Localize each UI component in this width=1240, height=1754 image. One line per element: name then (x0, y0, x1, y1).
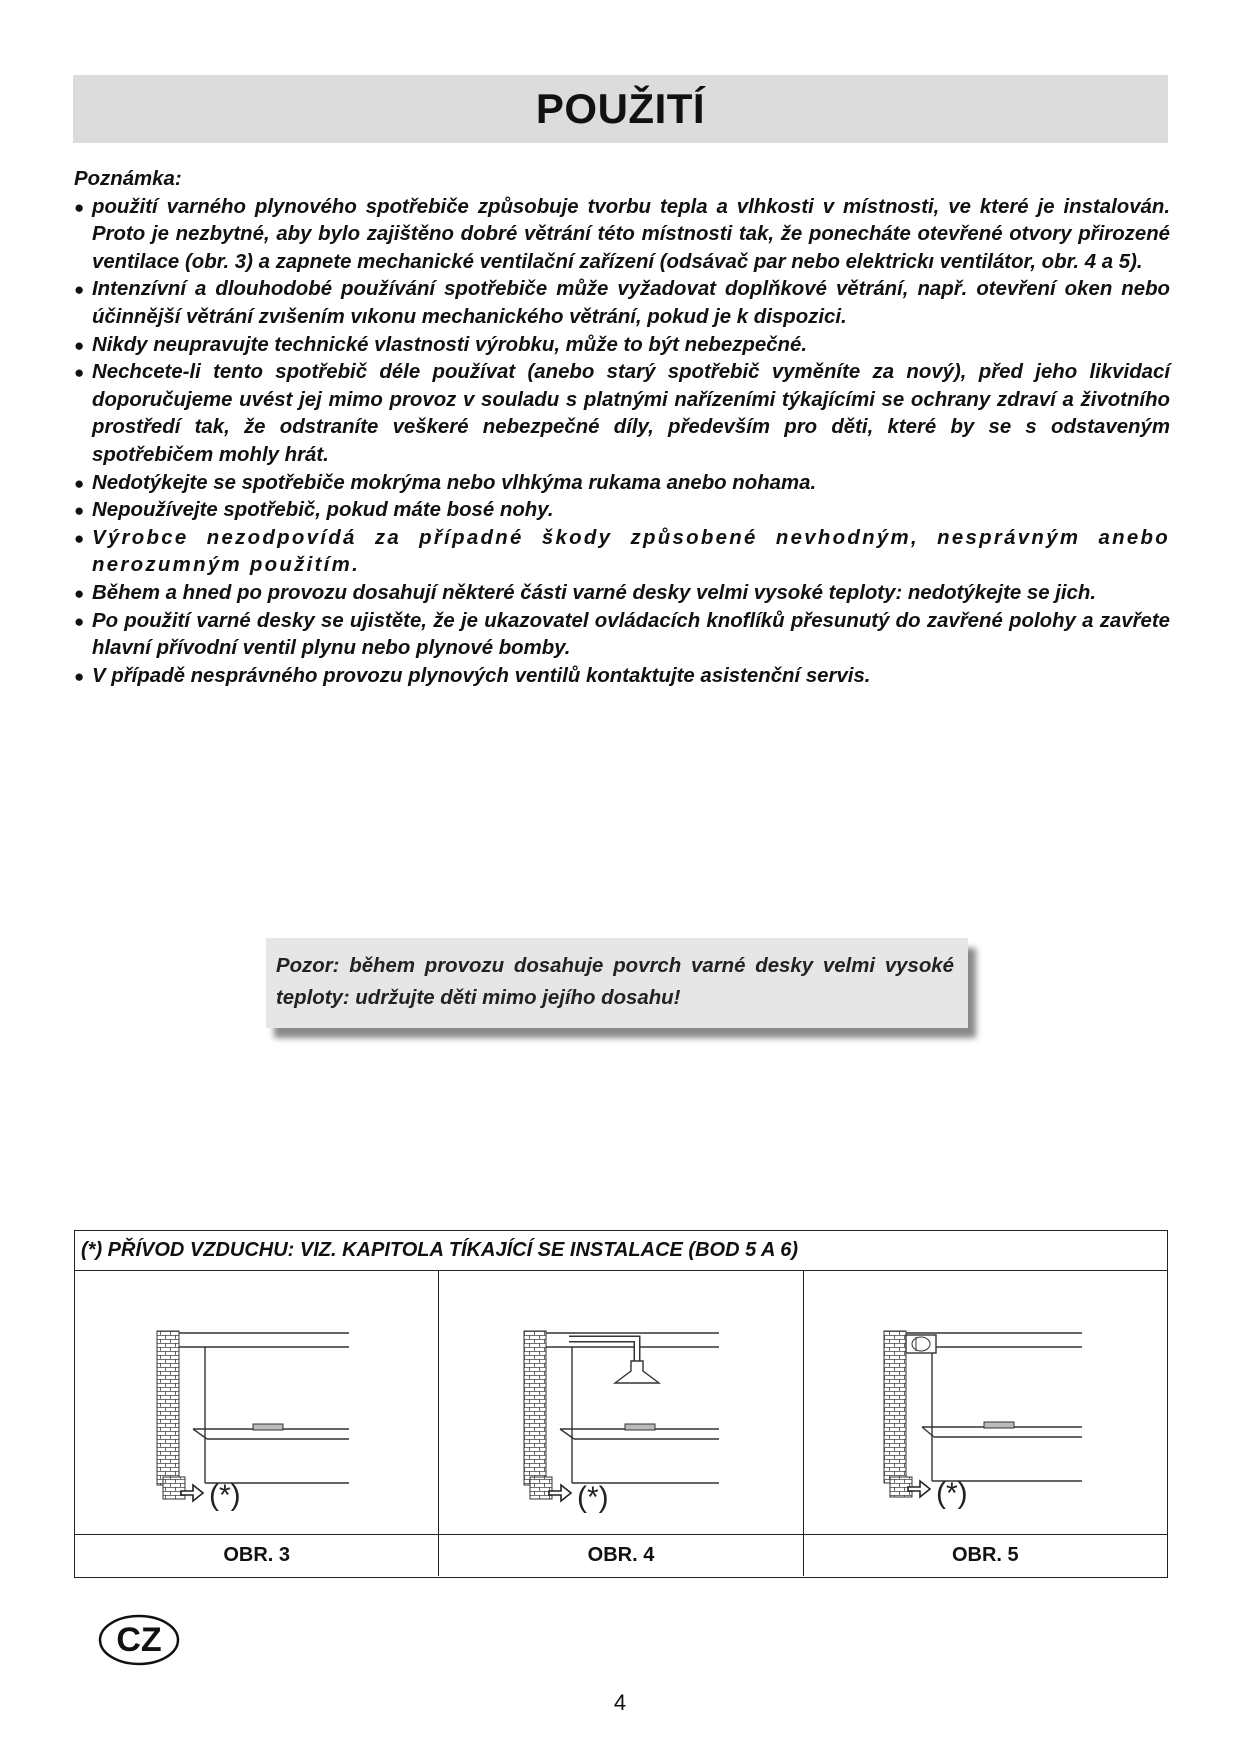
note-item: ● Výrobce nezodpovídá za případné škody způsobené nevhodným, nesprávným anebo nerozumným použitím. (74, 526, 1170, 577)
note-item: ● Během a hned po provozu dosahují některé části varné desky velmi vysoké teploty: nedotýkejte se jich. (74, 580, 1170, 608)
note-list (74, 194, 1170, 691)
air-inlet-marker: (*) (935, 1477, 968, 1510)
hob-icon (984, 1422, 1014, 1428)
kitchen-outline (906, 1333, 1082, 1481)
bullet-icon: ● (74, 666, 85, 686)
brick-wall (157, 1331, 185, 1499)
warning-text: Pozor: během provozu dosahuje povrch varné desky velmi vysoké teploty: udržujte děti mimo jejího dosahu! (276, 955, 954, 1009)
kitchen-fan-illustration (804, 1271, 1167, 1535)
figure-cell-obr4 (439, 1271, 803, 1534)
bullet-icon: ● (74, 197, 85, 217)
page-number: 4 (613, 1690, 627, 1715)
note-item: ● Po použití varné desky se ujistěte, že je ukazovatel ovládacích knoflíků přesunutý do zavřené polohy a zavřete hlavní přívodní ventil plynu nebo plynové bomby. (74, 609, 1170, 660)
note-item: ● Nedotýkejte se spotřebiče mokrýma nebo vlhkýma rukama anebo nohama. (74, 470, 1170, 498)
figure-table (74, 1230, 1168, 1578)
language-badge (98, 1614, 180, 1666)
note-item: ● Nechcete-li tento spotřebič déle používat (anebo starý spotřebič vyměníte za nový), před jeho likvidací doporučujeme uvést jej mimo provoz v souladu s platnými nařízeními týkajícími se ochrany zdraví a životního prostředí tak, že odstraníte veškeré nebezpečné díly, především pro děti, které by se s odstaveným spotřebičem mohly hrát. (74, 361, 1170, 466)
note-label: Poznámka: (74, 168, 182, 190)
bullet-icon: ● (74, 528, 87, 548)
air-inlet-marker: (*) (577, 1481, 609, 1514)
bullet-icon: ● (74, 363, 85, 383)
note-item: ● V případě nesprávného provozu plynových ventilů kontaktujte asistenční servis. (74, 663, 1170, 691)
note-item: ● Nepoužívejte spotřebič, pokud máte bosé nohy. (74, 497, 1170, 525)
bullet-icon: ● (74, 280, 85, 300)
hob-icon (253, 1424, 283, 1430)
bullet-icon: ● (74, 611, 85, 631)
note-item: ● použití varného plynového spotřebiče způsobuje tvorbu tepla a vlhkosti v místnosti, ve které je instalován. Proto je nezbytné, aby bylo zajištěno dobré větrání této místnosti tak, že ponecháte otevřené otvory přirozené ventilace (obr. 3) a zapnete mechanické ventilační zařízení (odsávač par nebo elektrickı ventilátor, obr. 4 a 5). (74, 195, 1170, 273)
brick-wall (524, 1331, 552, 1499)
page-title: POUŽITÍ (535, 85, 706, 132)
wall-fan-icon (906, 1335, 936, 1353)
note-item: ● Intenzívní a dlouhodobé používání spotřebiče může vyžadovat doplňkové větrání, např. otevření oken nebo účinnější větrání zvıšením vıkonu mechanického větrání, pokud je k dispozici. (74, 278, 1170, 328)
kitchen-hood-illustration (439, 1271, 802, 1535)
figure-cell-obr5 (804, 1271, 1167, 1534)
bullet-icon: ● (74, 473, 85, 493)
caption-obr5: OBR. 5 (951, 1544, 1019, 1566)
caption-obr4: OBR. 4 (439, 1535, 803, 1576)
note-section (74, 166, 1170, 690)
kitchen-ventilation-illustration (75, 1271, 438, 1535)
figure-table-header: (*) PŘÍVOD VZDUCHU: VIZ. KAPITOLA TÍKAJÍCÍ SE INSTALACE (BOD 5 A 6) (75, 1231, 1167, 1271)
language-code: CZ (116, 1620, 162, 1659)
figure-row (75, 1271, 1167, 1535)
title-bar (73, 75, 1168, 143)
note-item: ● Nikdy neupravujte technické vlastnosti výrobku, může to být nebezpečné. (74, 332, 1170, 360)
kitchen-outline (546, 1333, 719, 1483)
bullet-icon: ● (74, 583, 85, 603)
bullet-icon: ● (74, 501, 85, 521)
bullet-icon: ● (74, 335, 85, 355)
caption-row (75, 1535, 1167, 1576)
brick-wall (884, 1331, 912, 1497)
warning-box (266, 938, 968, 1028)
air-inlet-marker: (*) (209, 1479, 241, 1512)
caption-obr3: OBR. 3 (75, 1535, 439, 1576)
kitchen-outline (179, 1333, 349, 1483)
cooker-hood-icon (569, 1339, 659, 1383)
figure-cell-obr3 (75, 1271, 439, 1534)
hob-icon (625, 1424, 655, 1430)
